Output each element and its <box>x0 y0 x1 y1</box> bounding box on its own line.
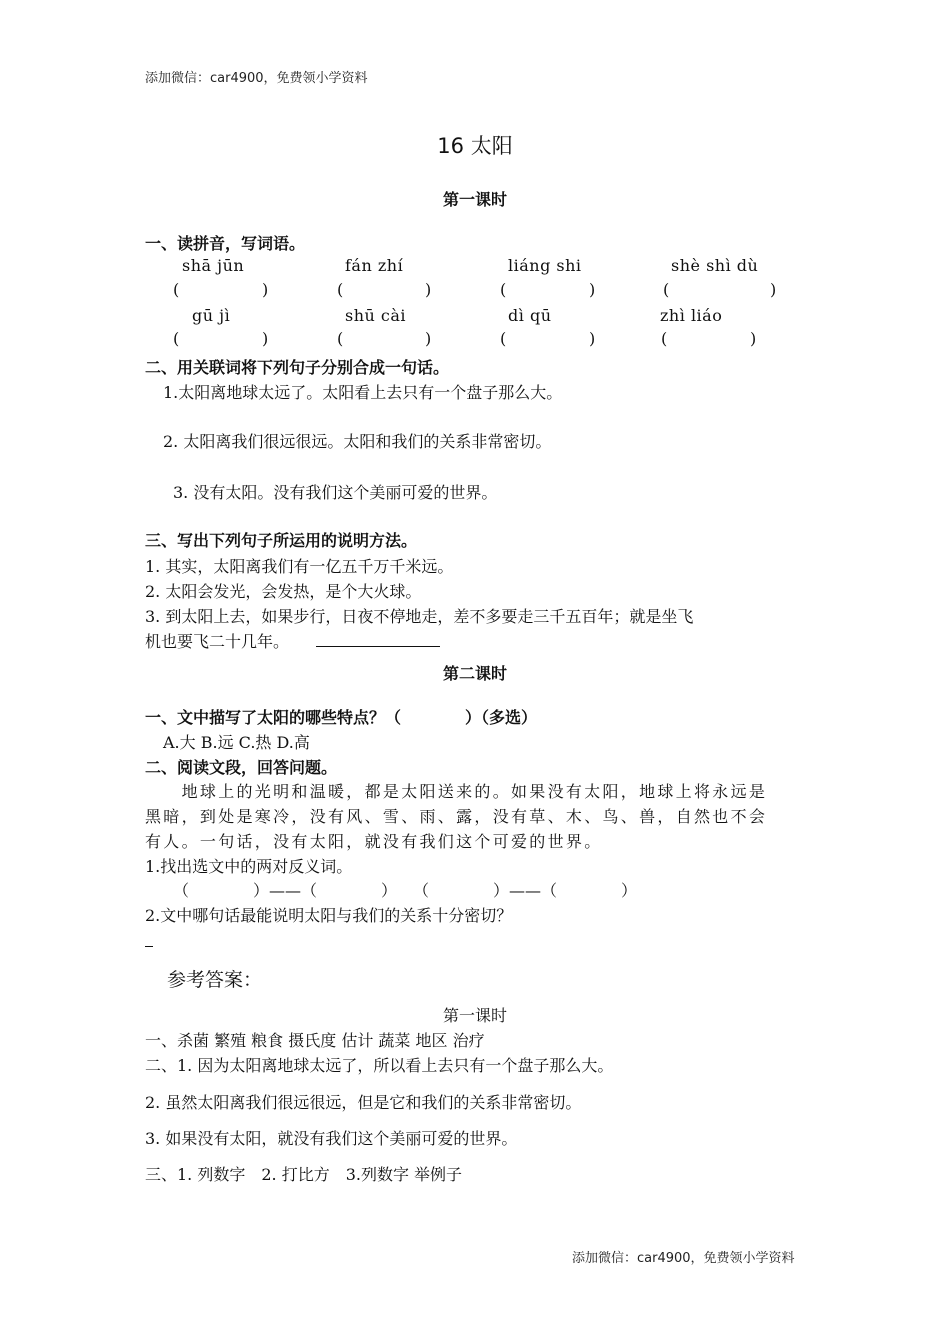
pinyin-3: liáng shi <box>508 256 582 275</box>
lesson1-part1-heading: 一、读拼音，写词语。 <box>145 234 306 253</box>
page-title: 16 太阳 <box>437 134 513 158</box>
lesson2-q2-heading: 二、阅读文段，回答问题。 <box>145 758 338 777</box>
answer-blank <box>316 646 440 647</box>
part2-item-1: 1.太阳离地球太远了。太阳看上去只有一个盘子那么大。 <box>163 383 563 402</box>
answer-line-5: 三、1. 列数字 2. 打比方 3.列数字 举例子 <box>145 1165 463 1184</box>
lesson2-heading: 第二课时 <box>442 664 507 683</box>
watermark-top: 添加微信：car4900，免费领小学资料 <box>145 71 368 86</box>
answer-line-4: 3. 如果没有太阳，就没有我们这个美丽可爱的世界。 <box>145 1129 518 1148</box>
pinyin-2: fán zhí <box>345 256 404 275</box>
paren-open: ( <box>337 329 344 348</box>
paren-open: ( <box>500 329 507 348</box>
answers-heading: 参考答案： <box>167 969 263 991</box>
answer-line-3: 2. 虽然太阳离我们很远很远，但是它和我们的关系非常密切。 <box>145 1093 582 1112</box>
paren-close: ) <box>262 280 269 299</box>
paren-open: ( <box>173 329 180 348</box>
antonym-pairs: （ ）——（ ） （ ）——（ ） <box>173 881 638 900</box>
lesson1-part3-heading: 三、写出下列句子所运用的说明方法。 <box>145 531 418 550</box>
lesson2-q1-heading: 一、文中描写了太阳的哪些特点？（ ）（多选） <box>145 708 538 727</box>
passage-line-1: 地球上的光明和温暖，都是太阳送来的。如果没有太阳，地球上将永远是 <box>145 782 768 801</box>
paren-open: ( <box>337 280 344 299</box>
answer-line-1: 一、杀菌 繁殖 粮食 摄氏度 估计 蔬菜 地区 治疗 <box>145 1031 485 1050</box>
passage-line-2: 黑暗，到处是寒冷，没有风、雪、雨、露，没有草、木、鸟、兽，自然也不会 <box>145 807 768 826</box>
answer-blank <box>145 946 153 947</box>
lesson1-heading: 第一课时 <box>442 190 507 209</box>
part3-item-1: 1. 其实，太阳离我们有一亿五千万千米远。 <box>145 557 454 576</box>
paren-open: ( <box>661 329 668 348</box>
pinyin-4: shè shì dù <box>671 256 759 275</box>
paren-close: ) <box>425 280 432 299</box>
pinyin-7: dì qū <box>508 306 552 325</box>
paren-close: ) <box>750 329 757 348</box>
paren-close: ) <box>262 329 269 348</box>
paren-open: ( <box>500 280 507 299</box>
part2-item-2: 2. 太阳离我们很远很远。太阳和我们的关系非常密切。 <box>163 432 552 451</box>
watermark-bottom: 添加微信：car4900，免费领小学资料 <box>572 1251 795 1266</box>
part3-item-3: 3. 到太阳上去，如果步行，日夜不停地走，差不多要走三千五百年；就是坐飞 <box>145 607 694 626</box>
pinyin-5: gū jì <box>192 306 231 325</box>
paren-close: ) <box>770 280 777 299</box>
paren-close: ) <box>425 329 432 348</box>
lesson2-q1-options: A.大 B.远 C.热 D.高 <box>163 733 310 752</box>
pinyin-6: shū cài <box>345 306 407 325</box>
pinyin-8: zhì liáo <box>660 306 723 325</box>
passage-line-3: 有人。一句话，没有太阳，就没有我们这个可爱的世界。 <box>145 832 603 851</box>
part3-item-3-cont: 机也要飞二十几年。 <box>145 632 290 651</box>
paren-open: ( <box>173 280 180 299</box>
paren-open: ( <box>663 280 670 299</box>
answer-line-2: 二、1. 因为太阳离地球太远了，所以看上去只有一个盘子那么大。 <box>145 1056 614 1075</box>
q2-sub1: 1.找出选文中的两对反义词。 <box>145 857 353 876</box>
pinyin-1: shā jūn <box>182 256 245 275</box>
paren-close: ) <box>589 280 596 299</box>
answers-lesson-heading: 第一课时 <box>442 1006 507 1025</box>
q2-sub2: 2.文中哪句话最能说明太阳与我们的关系十分密切？ <box>145 906 513 925</box>
paren-close: ) <box>589 329 596 348</box>
part3-item-2: 2. 太阳会发光，会发热，是个大火球。 <box>145 582 422 601</box>
lesson1-part2-heading: 二、用关联词将下列句子分别合成一句话。 <box>145 358 450 377</box>
part2-item-3: 3. 没有太阳。没有我们这个美丽可爱的世界。 <box>173 483 498 502</box>
